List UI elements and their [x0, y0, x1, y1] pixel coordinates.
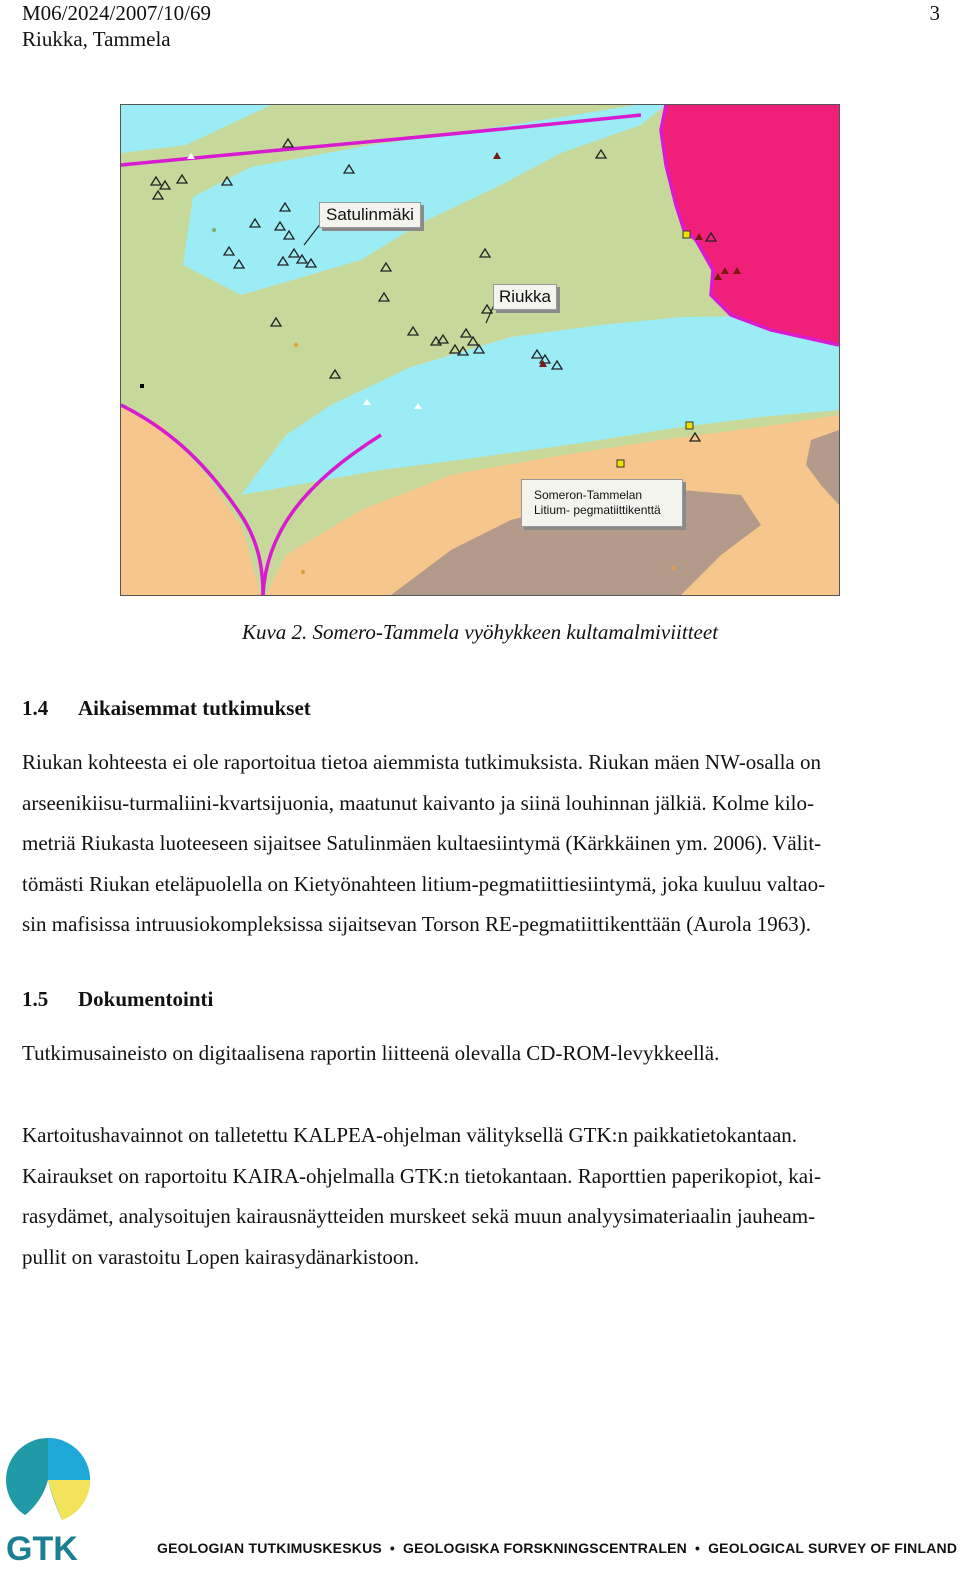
section-number: 1.5 — [22, 987, 49, 1011]
section-1-4-paragraph — [22, 742, 927, 945]
paragraph-line: Tutkimusaineisto on digitaalisena raportin liitteenä olevalla CD-ROM-levykkeellä. — [22, 1041, 720, 1065]
section-1-5-paragraph-1 — [22, 1033, 927, 1074]
section-title: Aikaisemmat tutkimukset — [78, 696, 311, 720]
occurrence-dot — [294, 343, 298, 347]
page-header — [22, 0, 211, 52]
map-label-someron-line1: Someron-Tammelan — [534, 488, 643, 502]
org-name-sv: GEOLOGISKA FORSKNINGSCENTRALEN — [403, 1540, 687, 1556]
gtk-logo — [4, 1436, 94, 1566]
map-label-someron-line2: Litium- pegmatiittikenttä — [534, 503, 661, 517]
section-heading-1-4 — [22, 696, 311, 721]
map-label-someron — [521, 479, 683, 527]
org-name-en: GEOLOGICAL SURVEY OF FINLAND — [708, 1540, 958, 1556]
paragraph-line: tömästi Riukan eteläpuolella on Kietyönahteen litium-pegmatiittiesiintymä, joka kuuluu valtao- — [22, 871, 826, 896]
figure-caption: Kuva 2. Somero-Tammela vyöhykkeen kultamalmiviitteet — [241, 620, 719, 644]
section-1-5-paragraph-2 — [22, 1115, 927, 1277]
occurrence-dot — [212, 228, 216, 232]
paragraph-line: Kairaukset on raportoitu KAIRA-ohjelmalla GTK:n tietokantaan. Raporttien paperikopiot, kai- — [22, 1163, 821, 1188]
paragraph-line: arseenikiisu-turmaliini-kvartsijuonia, maatunut kaivanto ja siinä louhinnan jälkiä. Kolme kilo- — [22, 790, 814, 815]
gtk-logo-icon — [4, 1436, 94, 1566]
map-label-riukka: Riukka — [493, 284, 557, 310]
occurrence-square — [686, 422, 693, 429]
logo-text: GTK — [6, 1530, 78, 1566]
occurrence-dot — [671, 566, 675, 570]
section-heading-1-5 — [22, 987, 213, 1012]
section-number: 1.4 — [22, 696, 49, 720]
org-name-fi: GEOLOGIAN TUTKIMUSKESKUS — [157, 1540, 382, 1556]
report-location: Riukka, Tammela — [22, 27, 171, 51]
paragraph-line: Riukan kohteesta ei ole raportoitua tietoa aiemmista tutkimuksista. Riukan mäen NW-osalla on — [22, 750, 821, 774]
footer-organization — [157, 1540, 957, 1556]
logo-segment-blue — [48, 1438, 90, 1480]
separator: • — [694, 1540, 701, 1556]
report-id: M06/2024/2007/10/69 — [22, 1, 212, 25]
page-number: 3 — [929, 1, 940, 25]
section-title: Dokumentointi — [78, 987, 214, 1011]
geological-map — [120, 104, 840, 596]
paragraph-line: rasydämet, analysoitujen kairausnäytteiden murskeet sekä muun analyysimateriaalin jauheam- — [22, 1204, 816, 1229]
occurrence-dot — [301, 570, 305, 574]
paragraph-line: Kartoitushavainnot on talletettu KALPEA-ohjelman välityksellä GTK:n paikkatietokantaan. — [22, 1123, 798, 1147]
paragraph-line: pullit on varastoitu Lopen kairasydänarkistoon. — [22, 1244, 420, 1269]
map-label-satulinmaki: Satulinmäki — [319, 202, 421, 228]
map-canvas — [121, 105, 839, 595]
occurrence-square — [140, 384, 144, 388]
occurrence-square — [683, 231, 690, 238]
separator: • — [389, 1540, 396, 1556]
paragraph-line: sin mafisissa intruusiokompleksissa sijaitsevan Torson RE-pegmatiittikenttään (Aurola 1963). — [22, 912, 812, 937]
occurrence-square — [617, 460, 624, 467]
paragraph-line: metriä Riukasta luoteeseen sijaitsee Satulinmäen kultaesiintymä (Kärkkäinen ym. 2006). Välit- — [22, 831, 822, 856]
